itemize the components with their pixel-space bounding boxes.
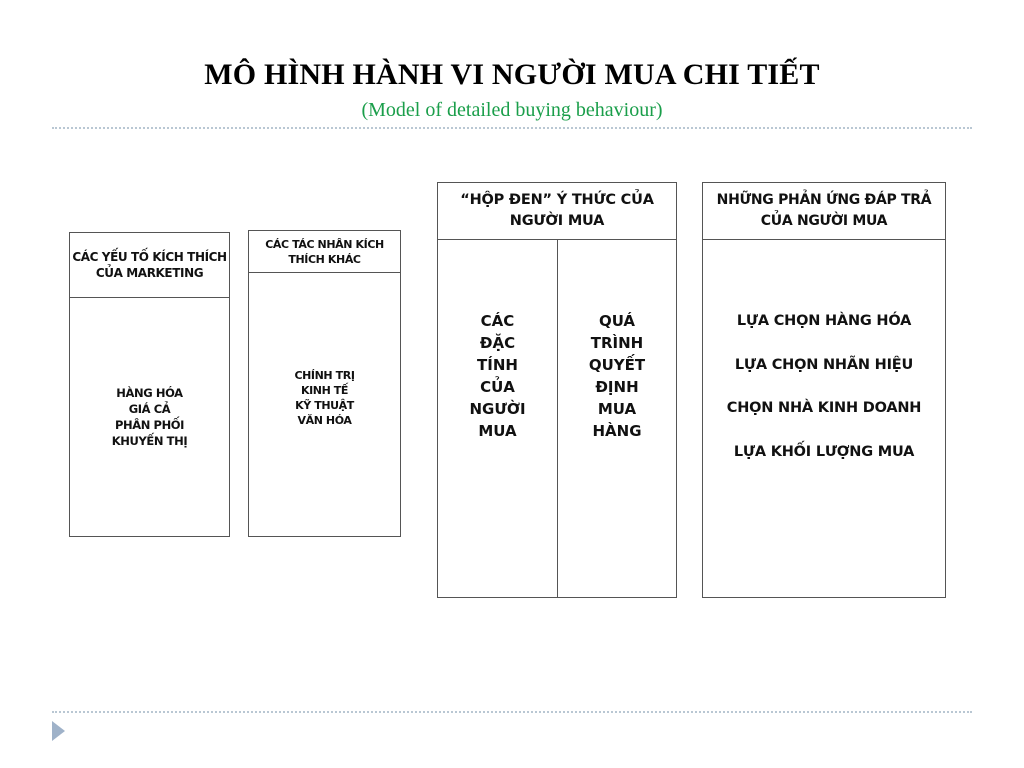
column-word: QUYẾT [588,356,646,374]
list-item: PHÂN PHỐI [114,418,185,432]
marketing-stimuli-list [70,298,229,536]
header-line: CÁC YẾU TỐ KÍCH THÍCH [72,250,227,264]
triangle-right-icon [52,721,65,741]
header-line: CÁC TÁC NHÂN KÍCH [265,237,384,251]
buyer-black-box [437,182,677,598]
decision-process-column [558,240,676,597]
slide-subtitle: (Model of detailed buying behaviour) [361,99,663,121]
list-item: KỸ THUẬT [295,398,354,412]
list-item: KHUYẾN THỊ [111,434,188,448]
column-word: ĐẶC [479,334,516,352]
header-line: NHỮNG PHẢN ỨNG ĐÁP TRẢ [716,192,932,208]
column-word: HÀNG [592,422,642,440]
list-item: LỰA CHỌN HÀNG HÓA [736,313,912,329]
marketing-stimuli-header [70,233,229,298]
column-word: QUÁ [598,312,636,330]
column-word: NGƯỜI [469,400,526,418]
marketing-stimuli-box [69,232,230,537]
buyer-responses-box [702,182,946,598]
buyer-responses-list [703,240,945,597]
header-line: NGƯỜI MUA [509,213,605,229]
other-stimuli-list [249,273,400,522]
header-divider [52,127,972,129]
list-item: HÀNG HÓA [116,386,183,400]
list-item: CHỌN NHÀ KINH DOANH [726,400,922,416]
other-stimuli-box [248,230,401,537]
header-line: THÍCH KHÁC [288,252,361,266]
header-line: CỦA MARKETING [95,266,204,280]
buyer-responses-header [703,183,945,240]
slide-title: MÔ HÌNH HÀNH VI NGƯỜI MUA CHI TIẾT [204,58,820,91]
column-word: CỦA [480,378,515,396]
column-word: TÍNH [477,356,518,374]
column-word: TRÌNH [590,334,644,352]
list-item: GIÁ CẢ [128,402,171,416]
column-word: ĐỊNH [595,378,639,396]
header-line: “HỘP ĐEN” Ý THỨC CỦA [460,192,654,208]
list-item: VĂN HÓA [297,413,352,427]
list-item: LỰA CHỌN NHÃN HIỆU [734,356,914,373]
list-item: KINH TẾ [300,383,349,397]
buyer-characteristics-column [438,240,558,597]
column-word: MUA [597,400,637,418]
black-box-header [438,183,676,240]
column-word: CÁC [480,312,515,330]
list-item: CHÍNH TRỊ [294,368,355,382]
header-line: CỦA NGƯỜI MUA [760,213,888,229]
list-item: LỰA KHỐI LƯỢNG MUA [733,443,915,460]
column-word: MUA [478,422,517,440]
footer-divider [52,711,972,713]
other-stimuli-header [249,231,400,273]
